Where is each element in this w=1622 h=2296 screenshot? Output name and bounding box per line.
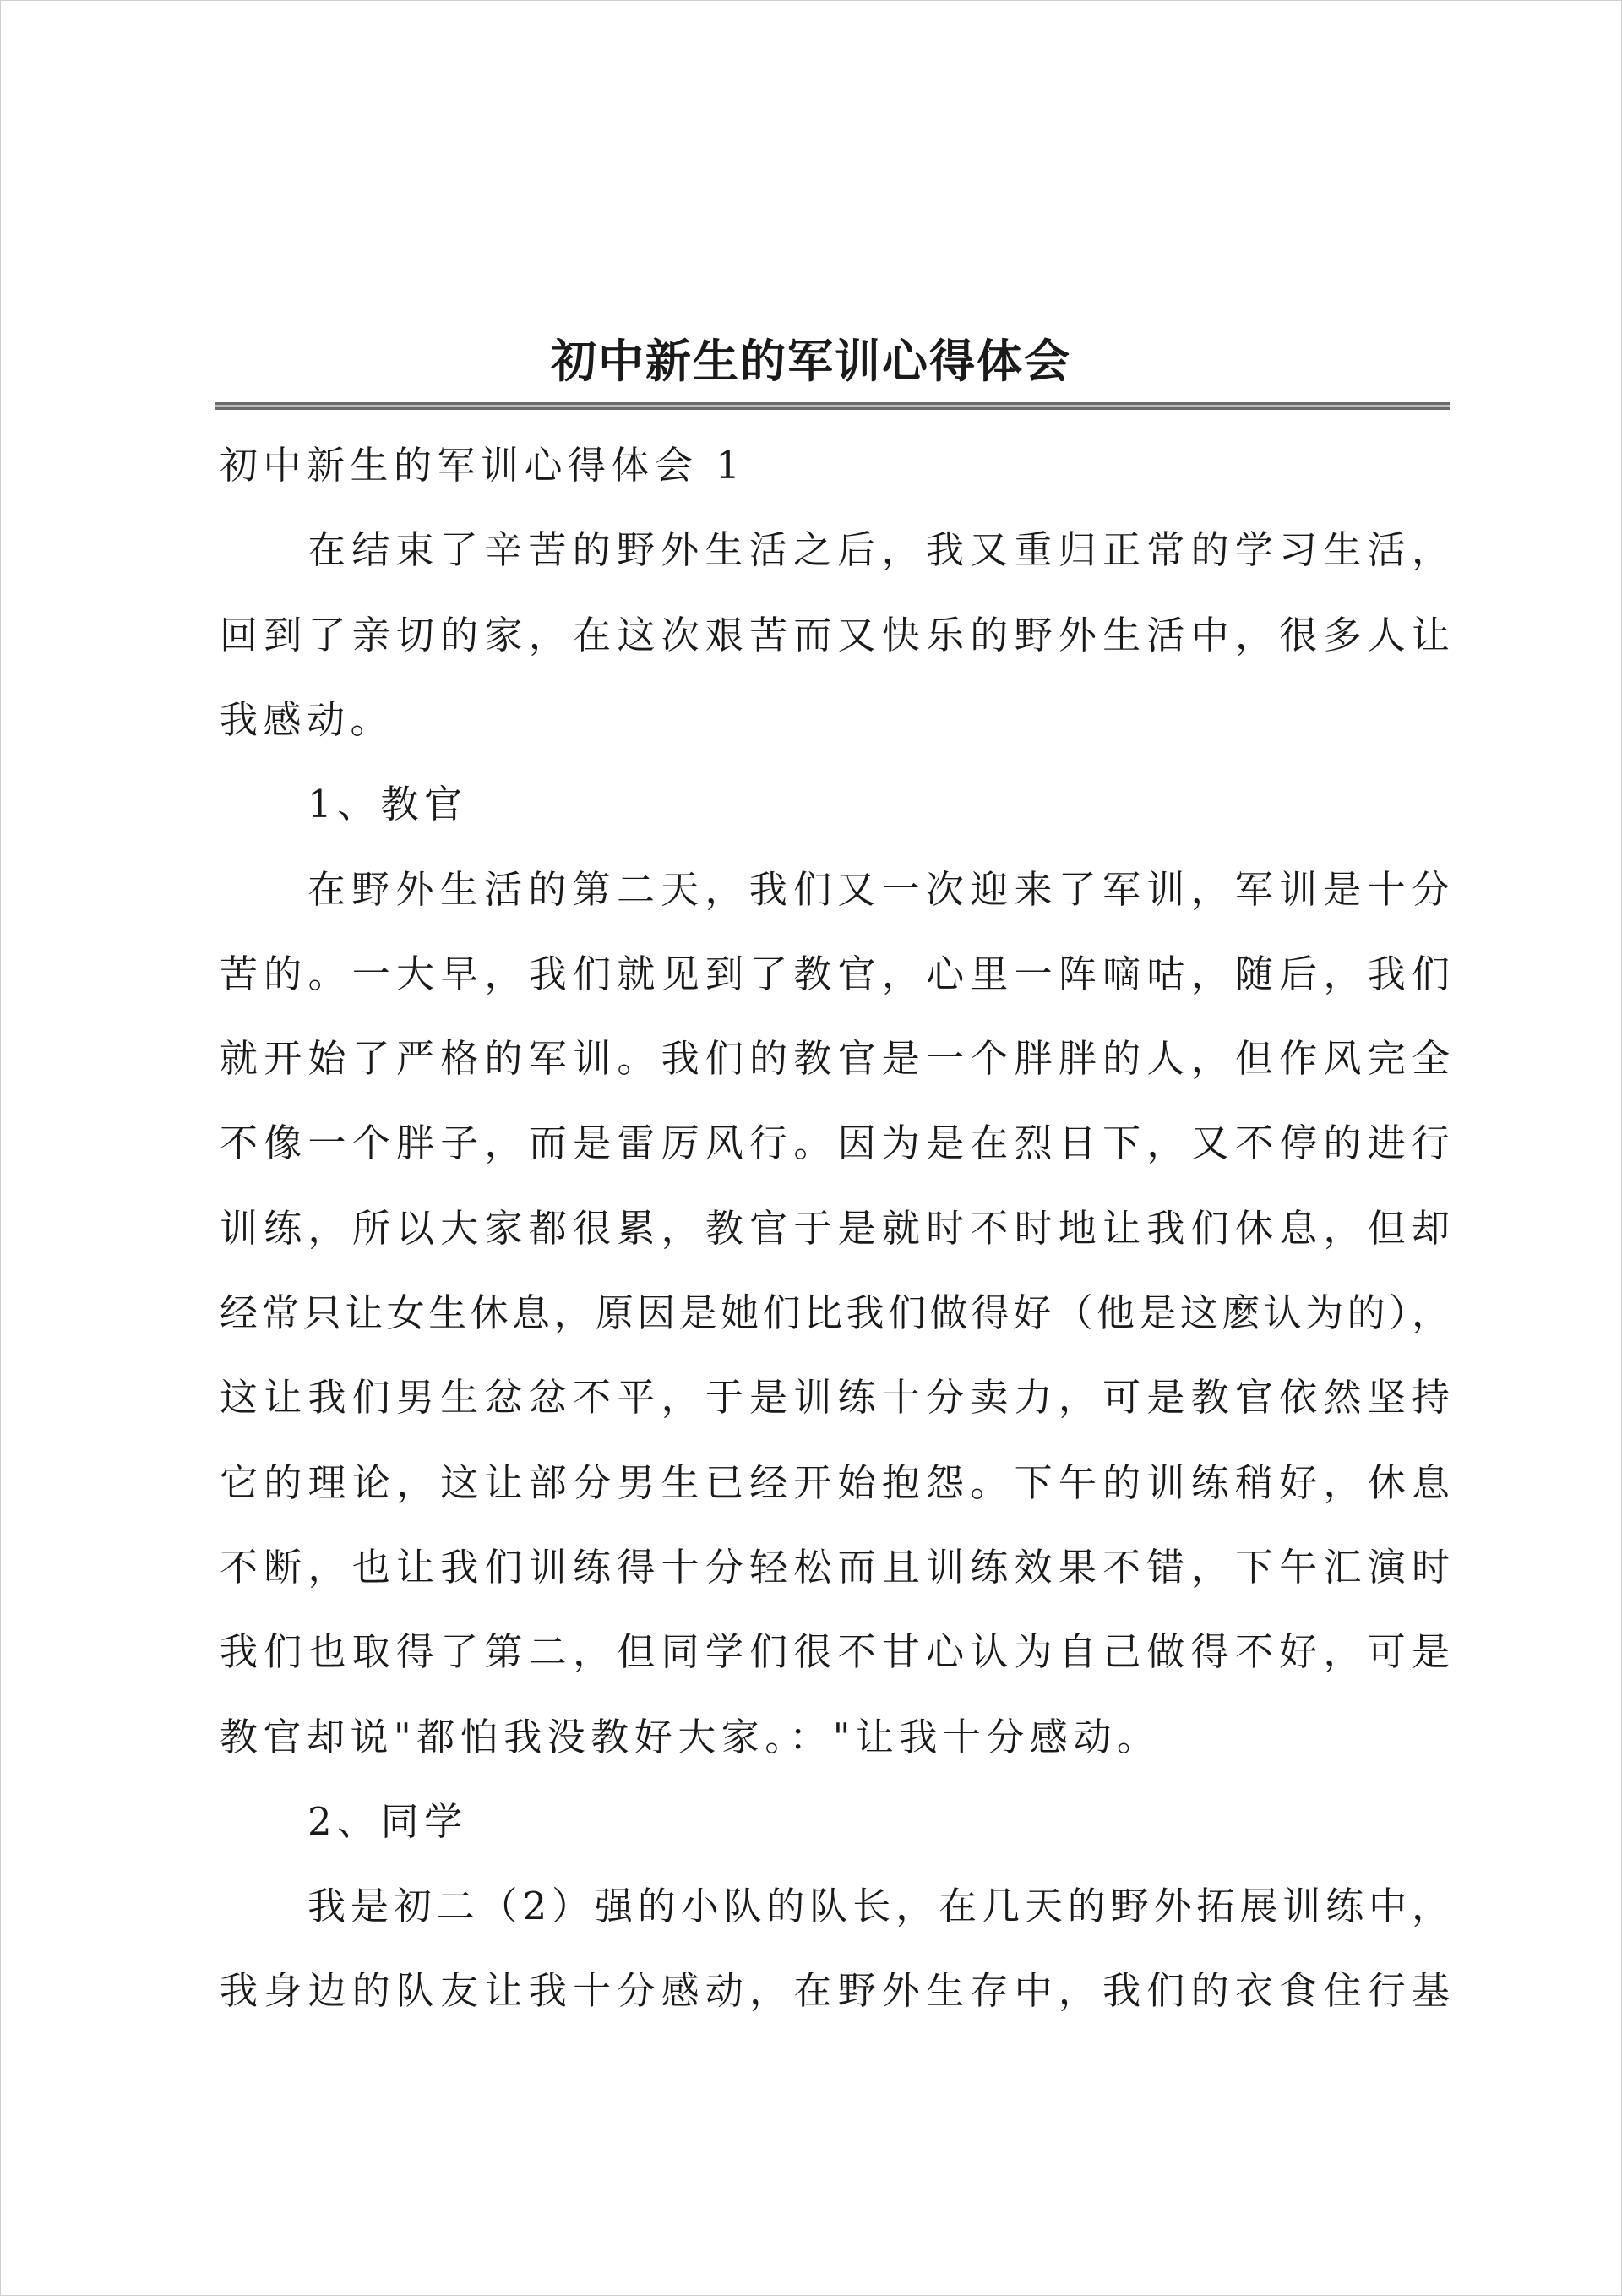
title-divider (215, 402, 1450, 410)
document-title: 初中新生的军训心得体会 (551, 334, 1071, 388)
paragraph-line: 我感动。 (220, 696, 395, 742)
paragraph-line: 我是初二（2）强的小队的队长，在几天的野外拓展训练中， (308, 1884, 1450, 1929)
paragraph-line: 经常只让女生休息，原因是她们比我们做得好（他是这麽认为的）， (220, 1290, 1450, 1335)
paragraph-line: 它的理论，这让部分男生已经开始抱怨。下午的训练稍好，休息 (220, 1459, 1450, 1505)
paragraph-line: 训练，所以大家都很累，教官于是就时不时地让我们休息，但却 (220, 1205, 1450, 1251)
paragraph-line: 我们也取得了第二，但同学们很不甘心认为自己做得不好，可是 (220, 1629, 1450, 1675)
paragraph-line: 苦的。一大早，我们就见到了教官，心里一阵嘀咕，随后，我们 (220, 951, 1450, 996)
paragraph-line: 这让我们男生忿忿不平，于是训练十分卖力，可是教官依然坚持 (220, 1375, 1450, 1421)
paragraph-line: 我身边的队友让我十分感动，在野外生存中，我们的衣食住行基 (220, 1968, 1450, 2014)
subheading: 2、同学 (308, 1798, 468, 1844)
paragraph-line: 就开始了严格的军训。我们的教官是一个胖胖的人，但作风完全 (220, 1036, 1450, 1082)
paragraph-line: 回到了亲切的家，在这次艰苦而又快乐的野外生活中，很多人让 (220, 612, 1450, 657)
paragraph-line: 不断，也让我们训练得十分轻松而且训练效果不错，下午汇演时 (220, 1544, 1450, 1590)
paragraph-line: 不像一个胖子，而是雷厉风行。因为是在烈日下，又不停的进行 (220, 1121, 1450, 1166)
paragraph-line: 在结束了辛苦的野外生活之后，我又重归正常的学习生活， (308, 527, 1450, 573)
paragraph-line: 教官却说"都怕我没教好大家。："让我十分感动。 (220, 1714, 1161, 1759)
paragraph-line: 在野外生活的第二天，我们又一次迎来了军训，军训是十分 (308, 866, 1450, 912)
section-heading: 初中新生的军训心得体会 1 (220, 443, 746, 488)
subheading: 1、教官 (308, 782, 468, 827)
